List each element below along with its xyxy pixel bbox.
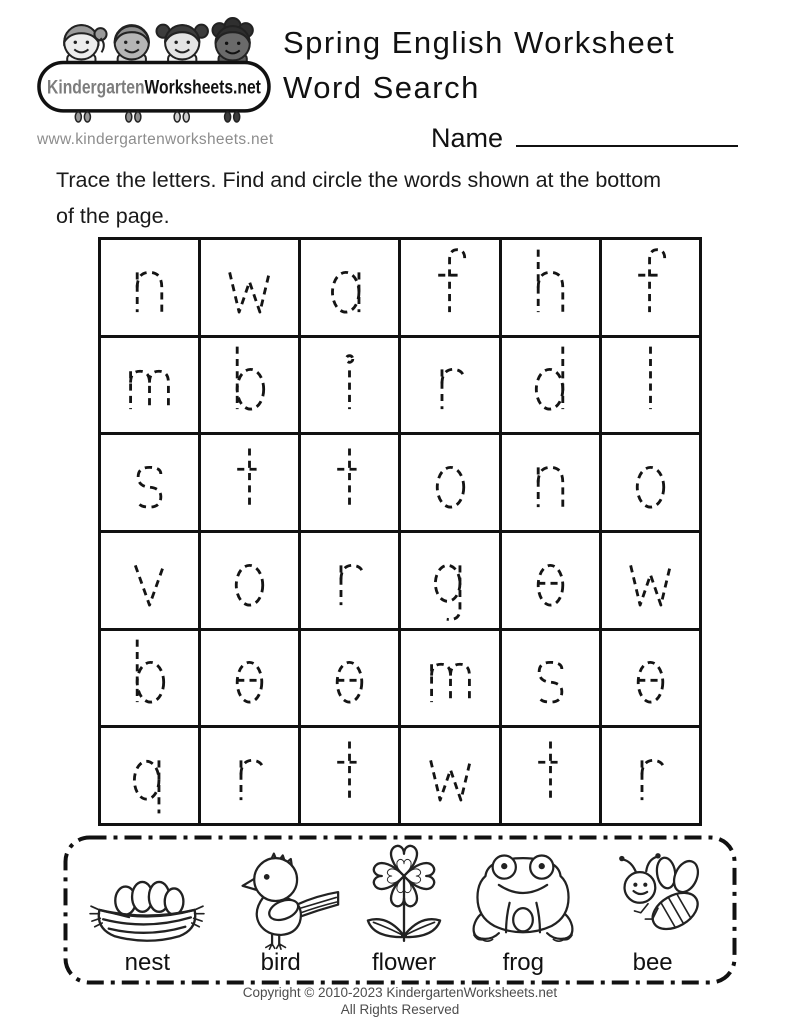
- traceable-letter-i: [321, 341, 378, 428]
- letter-cell-e-r4c2[interactable]: [301, 631, 398, 726]
- site-url: www.kindergartenworksheets.net: [37, 131, 274, 148]
- letter-cell-n-r0c0[interactable]: [101, 240, 198, 335]
- letter-cell-s-r2c0[interactable]: [101, 435, 198, 530]
- traceable-letter-t: [321, 439, 378, 526]
- traceable-letter-e: [321, 634, 378, 721]
- traceable-letter-m: [121, 341, 178, 428]
- traceable-letter-e: [522, 537, 579, 624]
- traceable-letter-f: [422, 244, 479, 331]
- letter-cell-r-r5c1[interactable]: [201, 728, 298, 823]
- letter-cell-o-r2c3[interactable]: [401, 435, 498, 530]
- brand-text: KindergartenWorksheets.net: [47, 77, 280, 99]
- word-bank-label: bird: [260, 949, 301, 976]
- traceable-letter-s: [522, 634, 579, 721]
- letter-cell-i-r1c2[interactable]: [301, 338, 398, 433]
- letter-cell-r-r5c5[interactable]: [602, 728, 699, 823]
- traceable-letter-r: [221, 732, 278, 819]
- letter-cell-b-r4c0[interactable]: [101, 631, 198, 726]
- flower-image: [353, 839, 455, 951]
- word-bank-label: nest: [124, 949, 171, 976]
- traceable-letter-b: [221, 341, 278, 428]
- traceable-letter-d: [522, 341, 579, 428]
- letter-cell-d-r1c4[interactable]: [502, 338, 599, 433]
- letter-cell-l-r1c5[interactable]: [602, 338, 699, 433]
- frog-image: [464, 851, 582, 951]
- traceable-letter-w: [221, 244, 278, 331]
- word-bank-label: bee: [632, 949, 673, 976]
- letter-cell-f-r0c3[interactable]: [401, 240, 498, 335]
- page-title: Spring English Worksheet: [283, 25, 676, 60]
- traceable-letter-w: [622, 537, 679, 624]
- letter-cell-m-r1c0[interactable]: [101, 338, 198, 433]
- traceable-letter-h: [522, 244, 579, 331]
- name-label: Name: [431, 123, 504, 153]
- word-bank-item-nest: [86, 867, 208, 977]
- traceable-letter-n: [522, 439, 579, 526]
- word-bank-item-frog: [464, 851, 582, 977]
- traceable-letter-v: [121, 537, 178, 624]
- traceable-letter-a: [321, 244, 378, 331]
- traceable-letter-r: [321, 537, 378, 624]
- traceable-letter-o: [622, 439, 679, 526]
- word-bank-label: flower: [371, 949, 436, 976]
- letter-cell-n-r2c4[interactable]: [502, 435, 599, 530]
- traceable-letter-t: [221, 439, 278, 526]
- letter-cell-a-r0c2[interactable]: [301, 240, 398, 335]
- page-subtitle: Word Search: [283, 70, 480, 105]
- letter-cell-w-r5c3[interactable]: [401, 728, 498, 823]
- traceable-letter-l: [622, 341, 679, 428]
- word-bank-item-bird: [218, 851, 344, 977]
- traceable-letter-e: [221, 634, 278, 721]
- traceable-letter-t: [321, 732, 378, 819]
- letter-cell-m-r4c3[interactable]: [401, 631, 498, 726]
- letter-cell-s-r4c4[interactable]: [502, 631, 599, 726]
- letter-grid: [98, 237, 702, 826]
- copyright-text: Copyright © 2010-2023 KindergartenWorksheets.net: [242, 985, 558, 1000]
- traceable-letter-n: [121, 244, 178, 331]
- word-bank-item-flower: [353, 839, 455, 977]
- rights-text: All Rights Reserved: [340, 1002, 460, 1017]
- word-bank-label: frog: [502, 949, 544, 976]
- letter-cell-b-r1c1[interactable]: [201, 338, 298, 433]
- traceable-letter-g: [422, 537, 479, 624]
- name-input-line[interactable]: [516, 122, 738, 147]
- letter-cell-f-r0c5[interactable]: [602, 240, 699, 335]
- traceable-letter-r: [422, 341, 479, 428]
- traceable-letter-m: [422, 634, 479, 721]
- word-bank-item-bee: [592, 851, 714, 977]
- letter-cell-t-r2c2[interactable]: [301, 435, 398, 530]
- letter-cell-w-r0c1[interactable]: [201, 240, 298, 335]
- letter-cell-t-r5c2[interactable]: [301, 728, 398, 823]
- traceable-letter-s: [121, 439, 178, 526]
- traceable-letter-f: [622, 244, 679, 331]
- word-bank: [63, 835, 737, 985]
- page-footer: [0, 984, 800, 1018]
- letter-cell-v-r3c0[interactable]: [101, 533, 198, 628]
- letter-cell-o-r2c5[interactable]: [602, 435, 699, 530]
- site-logo: [34, 10, 280, 149]
- traceable-letter-o: [422, 439, 479, 526]
- instructions-text: [56, 162, 756, 234]
- nest-image: [86, 867, 208, 951]
- letter-cell-r-r3c2[interactable]: [301, 533, 398, 628]
- letter-cell-o-r3c1[interactable]: [201, 533, 298, 628]
- letter-cell-g-r3c3[interactable]: [401, 533, 498, 628]
- logo-kids-image: [34, 10, 280, 125]
- bird-image: [218, 851, 344, 951]
- letter-cell-t-r2c1[interactable]: [201, 435, 298, 530]
- letter-cell-r-r1c3[interactable]: [401, 338, 498, 433]
- traceable-letter-b: [121, 634, 178, 721]
- traceable-letter-w: [422, 732, 479, 819]
- traceable-letter-r: [622, 732, 679, 819]
- letter-cell-e-r4c1[interactable]: [201, 631, 298, 726]
- traceable-letter-o: [221, 537, 278, 624]
- bee-image: [592, 851, 714, 951]
- instructions-line1: Trace the letters. Find and circle the words shown at the bottom: [56, 168, 662, 192]
- letter-cell-q-r5c0[interactable]: [101, 728, 198, 823]
- letter-cell-e-r3c4[interactable]: [502, 533, 599, 628]
- traceable-letter-t: [522, 732, 579, 819]
- traceable-letter-q: [121, 732, 178, 819]
- letter-cell-e-r4c5[interactable]: [602, 631, 699, 726]
- letter-cell-w-r3c5[interactable]: [602, 533, 699, 628]
- instructions-line2: of the page.: [56, 204, 170, 228]
- letter-cell-h-r0c4[interactable]: [502, 240, 599, 335]
- letter-cell-t-r5c4[interactable]: [502, 728, 599, 823]
- traceable-letter-e: [622, 634, 679, 721]
